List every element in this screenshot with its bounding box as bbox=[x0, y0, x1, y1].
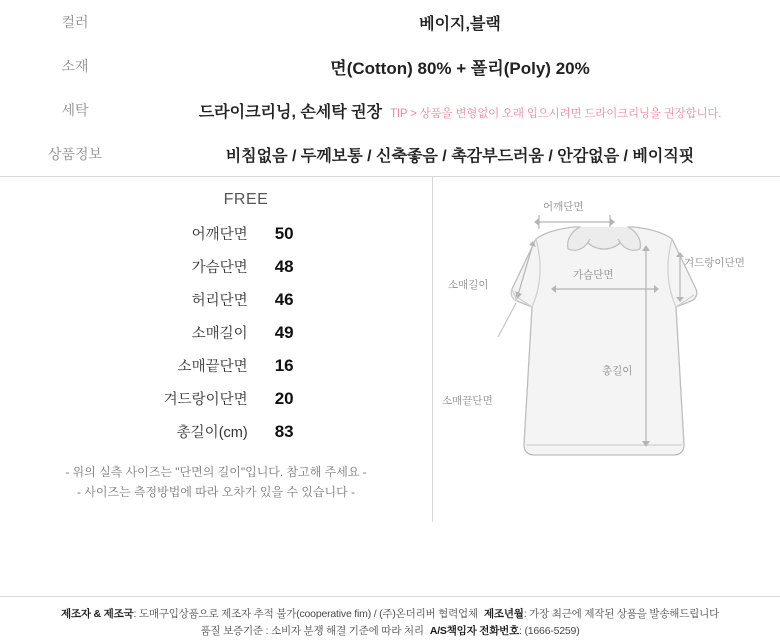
spec-value-wash bbox=[150, 88, 780, 132]
footer-line-2 bbox=[0, 623, 780, 640]
size-row-value-chest: 48 bbox=[274, 256, 294, 276]
manufacturer-footer bbox=[0, 596, 780, 640]
spec-label-wash: 세탁 bbox=[61, 102, 89, 118]
label-sleeve-cuff: 소매끝단면 bbox=[442, 395, 493, 407]
size-measurement-table bbox=[66, 217, 366, 448]
table-row bbox=[66, 349, 366, 382]
size-row-value-total-length: 83 bbox=[274, 421, 294, 441]
garment-diagram bbox=[432, 177, 780, 522]
label-chest: 가슴단면 bbox=[573, 269, 614, 281]
spec-row-product-info bbox=[0, 132, 780, 176]
size-note-2: - 사이즈는 측정방법에 따라 오차가 있을 수 있습니다 - bbox=[76, 485, 356, 499]
label-shoulder: 어깨단면 bbox=[543, 201, 584, 213]
label-armhole: 겨드랑이단면 bbox=[684, 257, 745, 269]
spec-row-color bbox=[0, 0, 780, 44]
spec-table bbox=[0, 0, 780, 176]
size-notes bbox=[0, 462, 432, 502]
spec-value-product-info: 비침없음 / 두께보통 / 신축좋음 / 촉감부드러움 / 안감없음 / 베이직핏 bbox=[225, 147, 695, 165]
size-row-label-sleeve-length: 소매길이 bbox=[191, 326, 248, 342]
table-row bbox=[66, 316, 366, 349]
wash-tip-text: TIP > 상품을 변형없이 오래 입으시려면 드라이크리닝을 권장합니다. bbox=[390, 107, 722, 120]
spec-label-product-info: 상품정보 bbox=[47, 146, 103, 162]
footer-label-manufacturer: 제조자 & 제조국 bbox=[60, 608, 134, 620]
footer-label-as-contact: A/S책임자 전화번호 bbox=[429, 625, 520, 637]
size-row-label-cuff: 소매끝단면 bbox=[177, 359, 248, 375]
size-column-header: FREE bbox=[223, 191, 269, 208]
size-row-value-sleeve-length: 49 bbox=[274, 322, 294, 342]
footer-label-manufacture-date: 제조년월 bbox=[483, 608, 524, 620]
footer-warranty-text: 품질 보증기준 : 소비자 분쟁 해결 기준에 따라 처리 bbox=[200, 625, 424, 637]
wash-instruction-text: 드라이크리닝, 손세탁 권장 bbox=[198, 103, 383, 121]
size-row-label-chest: 가슴단면 bbox=[191, 260, 248, 276]
garment-svg bbox=[432, 177, 780, 522]
table-row bbox=[66, 382, 366, 415]
label-sleeve-length: 소매길이 bbox=[448, 279, 489, 291]
table-row bbox=[66, 283, 366, 316]
size-row-value-armhole: 20 bbox=[274, 388, 294, 408]
footer-line-1 bbox=[0, 606, 780, 623]
spec-value-color: 베이지,블랙 bbox=[419, 15, 501, 33]
size-row-value-cuff: 16 bbox=[274, 355, 294, 375]
size-row-label-shoulder: 어깨단면 bbox=[191, 227, 248, 243]
table-row bbox=[66, 415, 366, 448]
spec-label-material: 소재 bbox=[61, 58, 89, 74]
spec-value-material: 면(Cotton) 80% + 폴리(Poly) 20% bbox=[330, 58, 590, 78]
footer-value-manufacturer: : 도매구입상품으로 제조자 추적 불가(cooperative fim) / (주)온더리버 협력업체 bbox=[133, 608, 478, 620]
size-table-column bbox=[0, 177, 432, 522]
table-row bbox=[66, 217, 366, 250]
size-section bbox=[0, 177, 780, 522]
illustration-column bbox=[432, 177, 780, 522]
size-row-value-shoulder: 50 bbox=[274, 223, 294, 243]
size-note-1: - 위의 실측 사이즈는 "단면의 길이"입니다. 참고해 주세요 - bbox=[65, 465, 367, 479]
spec-row-material bbox=[0, 44, 780, 88]
size-row-label-armhole: 겨드랑이단면 bbox=[163, 392, 248, 408]
spec-row-wash bbox=[0, 88, 780, 132]
spec-label-color: 컬러 bbox=[61, 14, 89, 30]
size-row-label-waist: 허리단면 bbox=[191, 293, 248, 309]
footer-value-manufacture-date: : 가장 최근에 제작된 상품을 발송해드립니다 bbox=[523, 608, 720, 620]
size-row-value-waist: 46 bbox=[274, 289, 294, 309]
label-total-length: 총길이 bbox=[602, 365, 633, 377]
size-row-label-total-length: 총길이(cm) bbox=[176, 425, 248, 441]
table-row bbox=[66, 250, 366, 283]
footer-value-as-contact: : (1666-5259) bbox=[519, 625, 580, 637]
